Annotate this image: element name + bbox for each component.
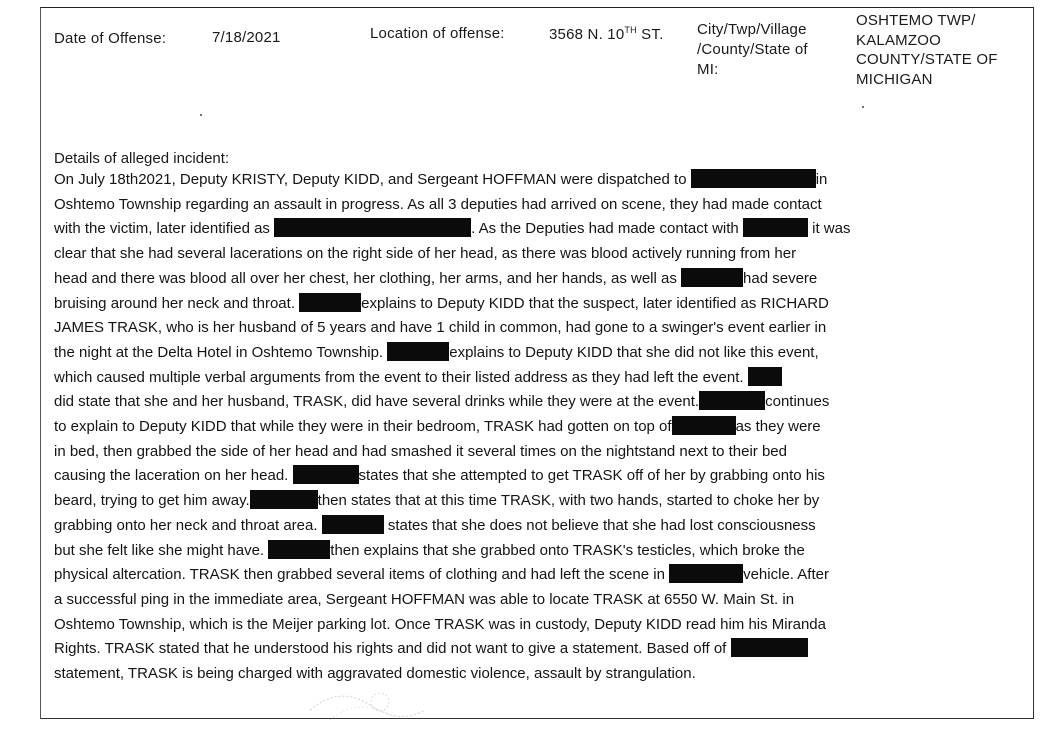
redaction-box <box>299 293 361 312</box>
jurisdiction-value: OSHTEMO TWP/ KALAMZOO COUNTY/STATE OF MICHIGAN <box>856 12 998 88</box>
redaction-box <box>274 218 471 237</box>
redaction-box <box>293 465 359 484</box>
redaction-box <box>731 638 808 657</box>
redaction-box <box>672 416 736 435</box>
date-label: Date of Offense: <box>54 30 167 47</box>
location-value: 3568 N. 10TH ST. <box>549 25 664 43</box>
narrative-line: bruising around her neck and throat. explains to Deputy KIDD that the suspect, later identified as RICHARD <box>54 294 829 312</box>
redaction-box <box>748 367 782 386</box>
narrative-line: JAMES TRASK, who is her husband of 5 years and have 1 child in common, had gone to a swinger's event earlier in <box>54 319 827 337</box>
scan-speck <box>200 114 202 116</box>
location-label: Location of offense: <box>370 25 505 42</box>
narrative-line: to explain to Deputy KIDD that while they were in their bedroom, TRASK had gotten on top of as they were <box>54 418 821 436</box>
date-value: 7/18/2021 <box>212 29 281 46</box>
redaction-box <box>268 540 330 559</box>
narrative-line: clear that she had several lacerations on the right side of her head, as there was blood actively running from her <box>54 245 797 263</box>
redaction-box <box>322 515 384 534</box>
scan-speck <box>862 106 864 108</box>
incident-narrative <box>54 168 959 687</box>
redaction-box <box>743 218 808 237</box>
redaction-box <box>699 391 765 410</box>
redaction-box <box>681 268 743 287</box>
narrative-line: grabbing onto her neck and throat area. states that she does not believe that she had lost consciousness <box>54 516 816 534</box>
narrative-line: physical altercation. TRASK then grabbed several items of clothing and had left the scene in vehicle. After <box>54 566 829 584</box>
narrative-line: Oshtemo Township regarding an assault in progress. As all 3 deputies had arrived on scene, they had made contact <box>54 195 822 213</box>
narrative-line: which caused multiple verbal arguments from the event to their listed address as they had left the event. <box>54 366 959 391</box>
narrative-line: causing the laceration on her head. states that she attempted to get TRASK off of her by grabbing onto his <box>54 467 825 485</box>
details-title: Details of alleged incident: <box>54 150 230 167</box>
narrative-line: with the victim, later identified as . As the Deputies had made contact with it was <box>54 220 851 238</box>
narrative-line: beard, trying to get him away. then states that at this time TRASK, with two hands, started to choke her by <box>54 492 820 510</box>
narrative-line: a successful ping in the immediate area, Sergeant HOFFMAN was able to locate TRASK at 6550 W. Main St. in <box>54 590 795 608</box>
jurisdiction-label: City/Twp/Village /County/State of MI: <box>697 21 808 78</box>
redaction-box <box>691 169 816 188</box>
redaction-box <box>387 342 449 361</box>
redaction-box <box>250 490 318 509</box>
narrative-line: statement, TRASK is being charged with aggravated domestic violence, assault by strangulation. <box>54 665 696 683</box>
narrative-line: did state that she and her husband, TRASK, did have several drinks while they were at the event. continues <box>54 393 830 411</box>
narrative-line: head and there was blood all over her chest, her clothing, her arms, and her hands, as well as had severe <box>54 269 818 287</box>
narrative-line: On July 18th2021, Deputy KRISTY, Deputy KIDD, and Sergeant HOFFMAN were dispatched to in <box>54 171 828 188</box>
narrative-line: Oshtemo Township, which is the Meijer parking lot. Once TRASK was in custody, Deputy KIDD read him his Miranda <box>54 615 826 633</box>
redaction-box <box>669 564 743 583</box>
narrative-line: the night at the Delta Hotel in Oshtemo Township. explains to Deputy KIDD that she did not like this event, <box>54 343 819 361</box>
faint-stamp-mark <box>300 680 430 725</box>
narrative-line: Rights. TRASK stated that he understood his rights and did not want to give a statement. Based off of <box>54 637 959 662</box>
narrative-line: but she felt like she might have. then explains that she grabbed onto TRASK's testicles, which broke the <box>54 541 805 559</box>
narrative-line: in bed, then grabbed the side of her head and had smashed it several times on the nightstand next to their bed <box>54 442 787 460</box>
